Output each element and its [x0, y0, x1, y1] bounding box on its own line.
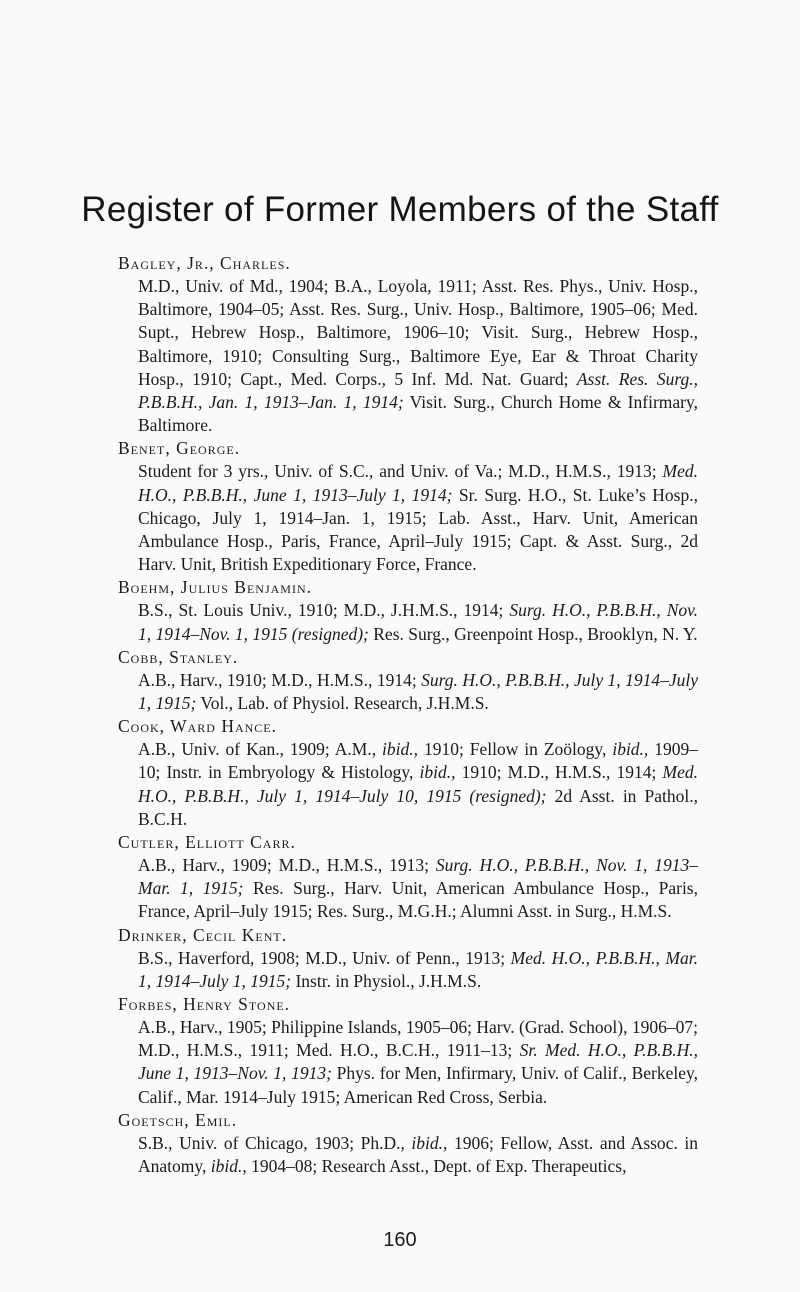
entry-text-segment: 1904–08; Research Asst., Dept. of Exp. Therapeutics, — [246, 1156, 627, 1177]
entry-name: Cobb, Stanley. — [118, 646, 239, 667]
entry-text-segment: ibid., — [612, 739, 649, 760]
register-entry — [118, 646, 698, 715]
entry-text-segment: A.B., Harv., 1909; M.D., H.M.S., 1913; — [138, 855, 436, 876]
entry-text-segment: 1910; M.D., H.M.S., 1914; — [455, 762, 663, 783]
register-entry — [118, 831, 698, 924]
register-entry — [118, 924, 698, 993]
register-entries — [118, 252, 698, 1178]
register-entry — [118, 437, 698, 576]
page-number: 160 — [383, 1229, 417, 1251]
entry-text-segment: ibid., — [419, 762, 456, 783]
entry-text-segment: A.B., Univ. of Kan., 1909; A.M., — [138, 739, 383, 760]
entry-name: Bagley, Jr., Charles. — [118, 253, 291, 273]
entry-text-segment: 1909–10; Instr. in Embryology & Histology, — [138, 739, 698, 783]
entry-text-segment: ibid., — [382, 739, 418, 760]
entry-details — [118, 947, 698, 993]
entry-details — [118, 599, 698, 645]
entry-details — [118, 275, 698, 437]
register-entry — [118, 993, 698, 1109]
entry-text-segment: Phys. for Men, Infirmary, Univ. of Calif., Berkeley, Calif., Mar. 1914–July 1915; American Red Cross, Serbia. — [138, 1063, 698, 1107]
register-entry — [118, 715, 698, 831]
register-entry — [118, 1109, 698, 1178]
entry-name: Forbes, Henry Stone. — [118, 994, 291, 1015]
entry-text-segment: 1906; Fellow, Asst. and Assoc. in Anatomy, — [138, 1132, 698, 1177]
entry-name: Boehm, Julius Benjamin. — [118, 577, 312, 598]
entry-text-segment: S.B., Univ. of Chicago, 1903; Ph.D., — [138, 1132, 412, 1153]
register-entry — [118, 576, 698, 645]
entry-name: Cook, Ward Hance. — [118, 716, 278, 737]
entry-name: Drinker, Cecil Kent. — [118, 924, 288, 945]
entry-text-segment: Med. H.O., P.B.B.H., July 1, 1914–July 10, 1915 (resigned); — [138, 762, 698, 806]
entry-text-segment: Res. Surg., Harv. Unit, American Ambulance Hosp., Paris, France, April–July 1915; Res. Surg., M.G.H.; Alumni Asst. in Surg., H.M.S. — [138, 878, 698, 922]
entry-text-segment: Med. H.O., P.B.B.H., June 1, 1913–July 1, 1914; — [138, 461, 698, 505]
entry-text-segment: Asst. Res. Surg., P.B.B.H., Jan. 1, 1913–Jan. 1, 1914; — [138, 368, 698, 413]
register-entry — [118, 252, 698, 437]
entry-text-segment: B.S., Haverford, 1908; M.D., Univ. of Penn., 1913; — [138, 947, 511, 968]
entry-text-segment: Med. H.O., P.B.B.H., Mar. 1, 1914–July 1, 1915; — [138, 947, 698, 991]
entry-text-segment: B.S., St. Louis Univ., 1910; M.D., J.H.M.S., 1914; — [138, 600, 510, 621]
entry-text-segment: Surg. H.O., P.B.B.H., Nov. 1, 1913–Mar. 1, 1915; — [138, 855, 698, 899]
entry-text-segment: A.B., Harv., 1905; Philippine Islands, 1905–06; Harv. (Grad. School), 1906–07; M.D., H.M.S., 1911; Med. H.O., B.C.H., 1911–13; — [138, 1017, 698, 1061]
entry-text-segment: ibid., — [210, 1156, 247, 1177]
entry-details — [118, 738, 698, 831]
page-title: Register of Former Members of the Staff — [81, 190, 719, 229]
entry-text-segment: Res. Surg., Greenpoint Hosp., Brooklyn, N. Y. — [368, 623, 698, 644]
entry-text-segment: Student for 3 yrs., Univ. of S.C., and Univ. of Va.; M.D., H.M.S., 1913; — [138, 461, 663, 482]
entry-text-segment: Surg. H.O., P.B.B.H., July 1, 1914–July 1, 1915; — [138, 669, 699, 714]
entry-details — [118, 460, 698, 576]
entry-details — [118, 669, 698, 715]
entry-text-segment: M.D., Univ. of Md., 1904; B.A., Loyola, 1911; Asst. Res. Phys., Univ. Hosp., Baltimore, 1904–05; Asst. Res. Surg., Univ. Hosp., Baltimore, 1905–06; Med. Supt., Hebrew Hosp., Baltimore, 1906–10; Visit. Surg., Hebrew Hosp., Baltimore, 1910; Consulting Surg., Baltimore Eye, Ear & Throat Charity Hosp., 1910; Capt., Med. Corps., 5 Inf. Md. Nat. Guard; — [138, 276, 698, 389]
entry-text-segment: 1910; Fellow in Zoölogy, — [418, 739, 613, 760]
entry-details — [118, 1132, 698, 1178]
entry-text-segment: ibid., — [411, 1132, 448, 1153]
entry-text-segment: Visit. Surg., Church Home & Infirmary, Baltimore. — [138, 392, 698, 436]
entry-name: Cutler, Elliott Carr. — [118, 832, 296, 853]
entry-text-segment: Instr. in Physiol., J.H.M.S. — [291, 970, 482, 991]
entry-text-segment: A.B., Harv., 1910; M.D., H.M.S., 1914; — [138, 669, 422, 690]
entry-details — [118, 1016, 698, 1109]
entry-text-segment: 2d Asst. in Pathol., B.C.H. — [138, 785, 698, 829]
entry-name: Goetsch, Emil. — [118, 1109, 238, 1130]
entry-text-segment: Sr. Med. H.O., P.B.B.H., June 1, 1913–Nov. 1, 1913; — [138, 1040, 698, 1084]
entry-text-segment: Surg. H.O., P.B.B.H., Nov. 1, 1914–Nov. 1, 1915 (resigned); — [138, 600, 699, 644]
entry-text-segment: Sr. Surg. H.O., St. Luke’s Hosp., Chicago, July 1, 1914–Jan. 1, 1915; Lab. Asst., Harv. Unit, American Ambulance Hosp., Paris, France, April–July 1915; Capt. & Asst. Surg., 2d Harv. Unit, British Expeditionary Force, France. — [138, 484, 698, 575]
entry-text-segment: Vol., Lab. of Physiol. Research, J.H.M.S. — [196, 693, 489, 714]
entry-details — [118, 854, 698, 924]
entry-name: Benet, George. — [118, 438, 241, 459]
